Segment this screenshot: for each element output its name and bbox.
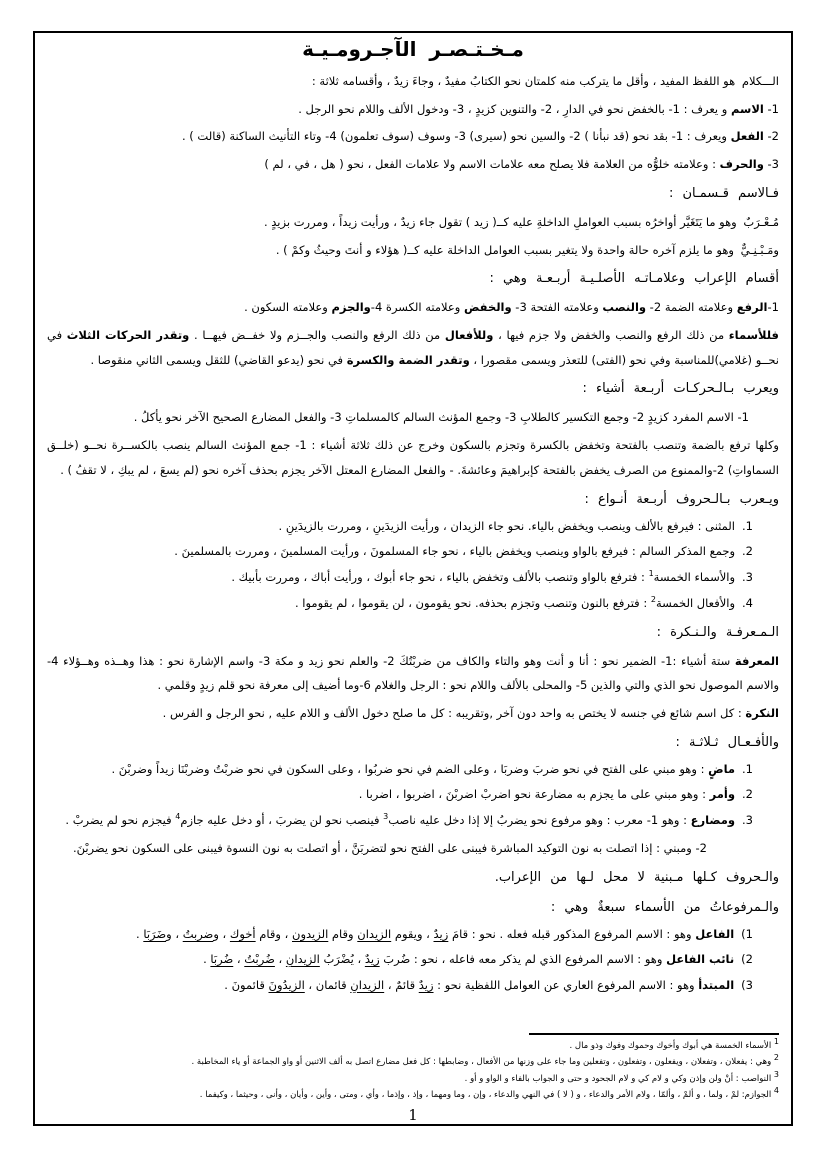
text-run: قائمان ، xyxy=(304,977,351,992)
footnote-ref-3: 3 xyxy=(383,812,389,822)
list-item-madi xyxy=(47,757,779,782)
text-run: ، xyxy=(274,952,286,967)
list-marfuaat xyxy=(47,922,779,998)
heading-irab-kinds: أقسام الإعراب وعلامـاتـه الأصلـيـة أربـعـة وهي : xyxy=(489,271,779,287)
para-muarab-text: وهو ما يَتَغَيَّر أواخرُه بسبب العواملِ الداخلةِ عليه كــ( زيد ) تقول جاء زيدٌ ، ورأيت زيداً ، ومررت بزيدٍ . xyxy=(263,214,737,229)
footnote-ref-2: 2 xyxy=(650,594,656,604)
list-marker: 1) xyxy=(741,926,753,941)
para-fiil-text: ويعرف : 1- بقد نحو (قد نبأنا ) 2- والسين نحو (سيرى) 3- وسوف (سوف تعلمون) 4- وتاء التأنيث الساكنة (قالت ) . xyxy=(181,129,731,144)
term-nasb: والنصب xyxy=(602,300,647,315)
list-item-text xyxy=(47,947,734,972)
text-run: وعلامته الكسرة 4- xyxy=(370,300,464,315)
list-item-text xyxy=(47,591,735,616)
para-fiil-signs xyxy=(47,124,779,149)
list-marker: 1. xyxy=(742,761,753,776)
item-number: 1- xyxy=(763,101,779,116)
list-marker: 1. xyxy=(742,518,753,533)
heading-huruf-mabniya: والـحروف كـلها مـبنية لا محل لـها من الإعراب. xyxy=(494,869,779,885)
example-underlined: زيدٌ xyxy=(418,977,434,992)
heading-afaal-three: والأفـعـال ثـلاثـة : xyxy=(675,734,779,750)
page-frame xyxy=(33,31,793,1126)
footnote-number: 2 xyxy=(773,1053,779,1063)
term-naib-fail: نائب الفاعل xyxy=(666,952,735,967)
text-run: وهو : الاسم المرفوع المذكور قبله فعله . نحو : قامَ xyxy=(448,926,696,941)
text-run: ، و xyxy=(213,926,230,941)
text-run: . xyxy=(136,926,144,941)
footnote-number: 4 xyxy=(773,1086,779,1096)
term-tuqaddar-harakat: وتقدر الحركات الثلاث xyxy=(66,328,190,343)
list-marker: 3. xyxy=(742,570,753,585)
document-title: مـخـتـصـر الآجـرومـيـة xyxy=(302,37,524,61)
text-run: في نحــو (غلامي)للمناسبة وفي نحو (الفتى) للتعذر ويسمى مقصورا ، xyxy=(47,328,779,367)
footnote-separator xyxy=(529,1033,779,1035)
list-item-text: وجمع المذكر السالم : فيرفع بالواو وينصب ويخفض بالياء ، نحو جاء المسلمونَ ، ورأيت المسلمينَ ، ومررت بالمسلمينَ . xyxy=(174,544,736,559)
para-nakira-text: : كل اسم شائع في جنسه لا يختص به واحد دون آخر ,وتقريبه : كل ما صلح دخول الألف و اللام عليه , نحو الرجل و الفرس . xyxy=(162,705,746,720)
list-item-text xyxy=(47,782,735,807)
example-underlined: الزيدان xyxy=(357,926,392,941)
text-run: من ذلك الرفع والنصب والجــزم ولا خفــض فيهــا . xyxy=(189,328,445,343)
text-run: ، وقام xyxy=(255,926,292,941)
footnote-ref-4: 4 xyxy=(175,812,181,822)
para-nakira xyxy=(47,701,779,726)
term-harf: والحرف xyxy=(719,157,764,172)
footnote-ref-1: 1 xyxy=(648,569,654,579)
para-mabni xyxy=(47,238,779,263)
para-marifa-text: ستة أشياء :1- الضمير نحو : أنا و أنت وهو والتاء والكاف من ضربْتُكَ 2- والعلم نحو زيد و مكة 3- واسم الإشارة نحو : هذا وهــذه وهــؤلاء 4- والاسم الموصول نحو الذي والتي والذين 5- والمحلى بالألف واللام نحو : الرجل والغلام 6-وما أضيف إلى معرفة نحو قلم زيدٍ وقلمي . xyxy=(47,653,779,693)
example-underlined: ضُربَا xyxy=(210,952,234,967)
list-marker: 3. xyxy=(742,813,753,828)
list-item-jam-mudhakkar xyxy=(47,539,779,564)
footnote-text: وهي : يفعلان ، وتفعلان ، ويفعلون ، وتفعلون ، وتفعلين وما جاء على وزنها من الأفعال ، وضابطها : كل فعل مضارع اتصل به ألف الاثنين أو واو الجماعة أو ياء المخاطبة . xyxy=(191,1057,774,1068)
para-muarab xyxy=(47,210,779,235)
list-item-afaal-khamsa xyxy=(47,591,779,616)
para-asmaa-afaal xyxy=(47,323,779,372)
para-ism-text: و يعرف : 1- بالخفض نحو في الدارِ ، 2- والتنوين كزيدٍ ، 3- ودخول الألف واللام نحو الرجل . xyxy=(298,101,732,116)
example-underlined: الزيدانِ xyxy=(350,977,385,992)
item-number: 1- xyxy=(767,300,779,315)
text-run: فينصب نحو لن يضربَ ، أو دخل عليه جازم xyxy=(180,813,384,828)
list-item-mubtada xyxy=(47,973,779,998)
text-run: وعلامته الضمة 2- xyxy=(646,300,737,315)
term-mubtada: المبتدأ xyxy=(698,977,735,992)
term-tuqaddar-damma: وتقدر الضمة والكسرة xyxy=(346,352,470,367)
example-underlined: زيدٌ xyxy=(364,952,380,967)
para-harf-text: : وعلامته خلوُّه من العلامة فلا يصلح معه علامات الاسم ولا علامات الفعل ، نحو ( هل ، في ، لم ) xyxy=(264,157,720,172)
term-ism: الاسم xyxy=(731,101,764,116)
heading-marifa-nakira: الـمـعرفـة والـنـكرة : xyxy=(656,624,779,640)
example-underlined: ضربتُ xyxy=(182,926,214,941)
para-kalam-definition xyxy=(47,69,779,94)
text-run: قائمٌ ، xyxy=(384,977,419,992)
example-underlined: ضَرَبَا xyxy=(143,926,167,941)
list-verb-types xyxy=(47,757,779,861)
term-amr: وأمر xyxy=(709,787,736,802)
heading-ism-two-kinds: فـالاسم قـسمـان : xyxy=(668,185,779,201)
para-marifa xyxy=(47,649,779,698)
list-huruf-types xyxy=(47,514,779,616)
footnote-1 xyxy=(47,1038,779,1055)
text-run: فيجزم نحو لم يضربْ . xyxy=(65,813,176,828)
list-item-text xyxy=(47,757,735,782)
list-item-text xyxy=(47,922,734,947)
para-kalam-text: هو اللفظ المفيد ، وأقل ما يتركب منه كلمتان نحو الكتابُ مفيدٌ ، وجاءَ زيدٌ ، وأقسامه ثلاثة : xyxy=(311,74,736,88)
para-mabni-text: وهو ما يلزم آخره حالة واحدة ولا يتغير بسبب العوامل الداخلة عليه كــ( هؤلاء و أنتَ وحيثُ وكمْ ) . xyxy=(275,242,734,257)
term-madi: ماضٍ xyxy=(708,761,736,776)
example-underlined: الزيدون xyxy=(292,926,329,941)
text-run: : فترفع بالنون وتنصب وتجزم بحذفه. نحو يقومون ، لن يقوموا ، لم يقوموا . xyxy=(294,595,651,610)
text-run: في نحو (يدعو القاضي) للثقل ويسمى الثاني منقوصا . xyxy=(90,352,347,367)
example-underlined: زيدٌ xyxy=(433,926,449,941)
text-run: والأفعال الخمسة xyxy=(655,595,736,610)
list-marker: 2. xyxy=(742,544,753,559)
list-marker: 2. xyxy=(742,787,753,802)
para-harakat-items: 1- الاسم المفرد كزيدٍ 2- وجمع التكسير كالطلابِ 3- وجمع المؤنث السالم كالمسلماتِ 3- والفعل المضارع الصحيح الآخر نحو يأكلُ . xyxy=(133,410,749,425)
list-item-text xyxy=(47,973,734,998)
para-irab-signs xyxy=(47,295,779,320)
term-khafd: والخفض xyxy=(463,300,512,315)
text-run: : وهو مبني على ما يجزم به مضارعة نحو اضربْ اضربْنَ ، اضربوا ، اضربا . xyxy=(358,787,710,802)
list-item-mudari xyxy=(47,808,779,833)
list-item-asmaa-khamsa xyxy=(47,565,779,590)
example-underlined: أخوك xyxy=(229,926,256,941)
page-number: 1 xyxy=(408,1106,418,1124)
list-item-text: المثنى : فيرفع بالألف وينصب ويخفض بالياء. نحو جاء الزيدان ، ورأيت الزيدَينِ ، ومررت بالزيدَينِ . xyxy=(278,518,736,533)
text-run: . xyxy=(203,952,211,967)
para-harf-signs xyxy=(47,152,779,177)
term-marifa: المعرفة xyxy=(734,653,779,668)
list-item-muthanna xyxy=(47,514,779,539)
text-run: وعلامته السكون . xyxy=(244,300,332,315)
item-number: 3- xyxy=(763,157,779,172)
list-marker: 4. xyxy=(742,595,753,610)
text-run: ، يُضْرَبُ xyxy=(319,952,365,967)
text-run: : فترفع بالواو وتنصب بالألف وتخفض بالياء ، نحو جاء أبوك ، ورأيت أباك ، ومررت بأبيك . xyxy=(231,570,649,585)
text-run: وهو : الاسم المرفوع الذي لم يذكر معه فاعله ، نحو : ضُربَ xyxy=(379,952,667,967)
example-underlined: الزيدانِ xyxy=(285,952,320,967)
footnote-3 xyxy=(47,1071,779,1088)
term-nakira: النكرة xyxy=(745,705,779,720)
text-run: والأسماء الخمسة xyxy=(653,570,736,585)
text-run: وهو : الاسم المرفوع العاري عن العوامل اللفظية نحو : xyxy=(433,977,699,992)
heading-huruf-four: ويـعرب بـالـحروف أربـعة أنـواع : xyxy=(584,491,779,507)
text-run: : وهو مبني على الفتح في نحو ضربَ وضربَا ، وعلى الضم في نحو ضربُوا ، وعلى السكون في نحو ضربْتُ وضربْنَا زيداً وضربْنَ . xyxy=(111,761,709,776)
text-run: ، ويقوم xyxy=(391,926,434,941)
text-run: ، xyxy=(233,952,245,967)
text-run: قائمونَ . xyxy=(224,977,269,992)
term-fail: الفاعل xyxy=(695,926,735,941)
footnotes-section xyxy=(47,1033,779,1104)
footnote-4 xyxy=(47,1087,779,1104)
example-underlined: الزيدُونَ xyxy=(268,977,305,992)
text-run: وعلامته الفتحة 3- xyxy=(511,300,603,315)
text-run: ، و xyxy=(166,926,183,941)
list-item-fail xyxy=(47,922,779,947)
list-marker: 2) xyxy=(741,952,753,967)
footnote-2 xyxy=(47,1054,779,1071)
term-lilasmaa: فللأسماء xyxy=(728,328,779,343)
list-item-text xyxy=(47,565,735,590)
heading-marfuaat-seven: والـمرفوعاتُ من الأسماء سبعةٌ وهي : xyxy=(550,899,779,915)
term-jazm: والجزم xyxy=(331,300,371,315)
text-run: : وهو 1- معرب : وهو مرفوع نحو يضربُ إلا إذا دخل عليه ناصب xyxy=(388,813,691,828)
term-muarab: مُـعْـرَبٌ xyxy=(736,214,779,229)
list-item-amr xyxy=(47,782,779,807)
example-underlined: ضُربْتُ xyxy=(244,952,275,967)
footnote-number: 1 xyxy=(773,1036,779,1046)
footnote-text: الأسماء الخمسة هي أبوك وأخوك وحموك وفوك وذو مال . xyxy=(569,1040,774,1051)
term-mudari: ومضارع xyxy=(690,813,736,828)
list-item-text xyxy=(47,808,735,833)
para-harakat-exceptions: وكلها ترفع بالضمة وتنصب بالفتحة وتخفض بالكسرة وتجزم بالسكون وخرج عن ذلك ثلاثة أشياء : 1- جمع المؤنث السالم ينصب بالكســرة نحــو (خلــق السماواتِ) 2-والممنوع من الصرف يخفض بالفتحة كإبراهيمَ وعائشةَ. - والفعل المضارع المعتل الآخر يجزم بحذف آخره نحو (لم يسعَ ، لم يبكِ ، لا تقفُ ) . xyxy=(47,438,779,477)
para-ism-signs xyxy=(47,97,779,122)
term-alkalam: الـــكلام xyxy=(735,74,779,88)
term-mabni: ومَـبْـنِـيٌّ xyxy=(733,242,779,257)
term-raf: الرفع xyxy=(736,300,768,315)
term-lilafaal: وللأفعال xyxy=(444,328,494,343)
list-item-naib-fail xyxy=(47,947,779,972)
footnote-number: 3 xyxy=(773,1070,779,1080)
para-mudari-mabni: 2- ومبني : إذا اتصلت به نون التوكيد المباشرة فيبنى على الفتح نحو لتضربَنَّ ، أو اتصلت به نون النسوة فيبنى على السكون نحو يضربْنَ. xyxy=(72,840,707,855)
item-number: 2- xyxy=(763,129,779,144)
term-fiil: الفعل xyxy=(730,129,764,144)
heading-harakat-four: ويعرب بـالـحركـات أربـعة أشياء : xyxy=(582,381,779,397)
footnote-text: الجوازم: لمْ ، ولما ، و ألمْ ، وألمّا ، ولام الأمر والدعاء ، و ( لا ) في النهي والدعاء ، وإن ، وما ومهما ، وإذ ، وإذما ، وأي ، ومتى ، وأين ، وأيان ، وأنى ، وحيثما ، وكيفما . xyxy=(199,1090,774,1101)
text-run: وقام xyxy=(328,926,358,941)
list-marker: 3) xyxy=(741,977,753,992)
text-run: من ذلك الرفع والنصب والخفض ولا جزم فيها ، xyxy=(493,328,729,343)
footnote-text: النواصب : أنْ ولن وإذن وكي و لام كي و لام الجحود و حتى و الجواب بالفاء و الواو و أو . xyxy=(464,1073,774,1084)
